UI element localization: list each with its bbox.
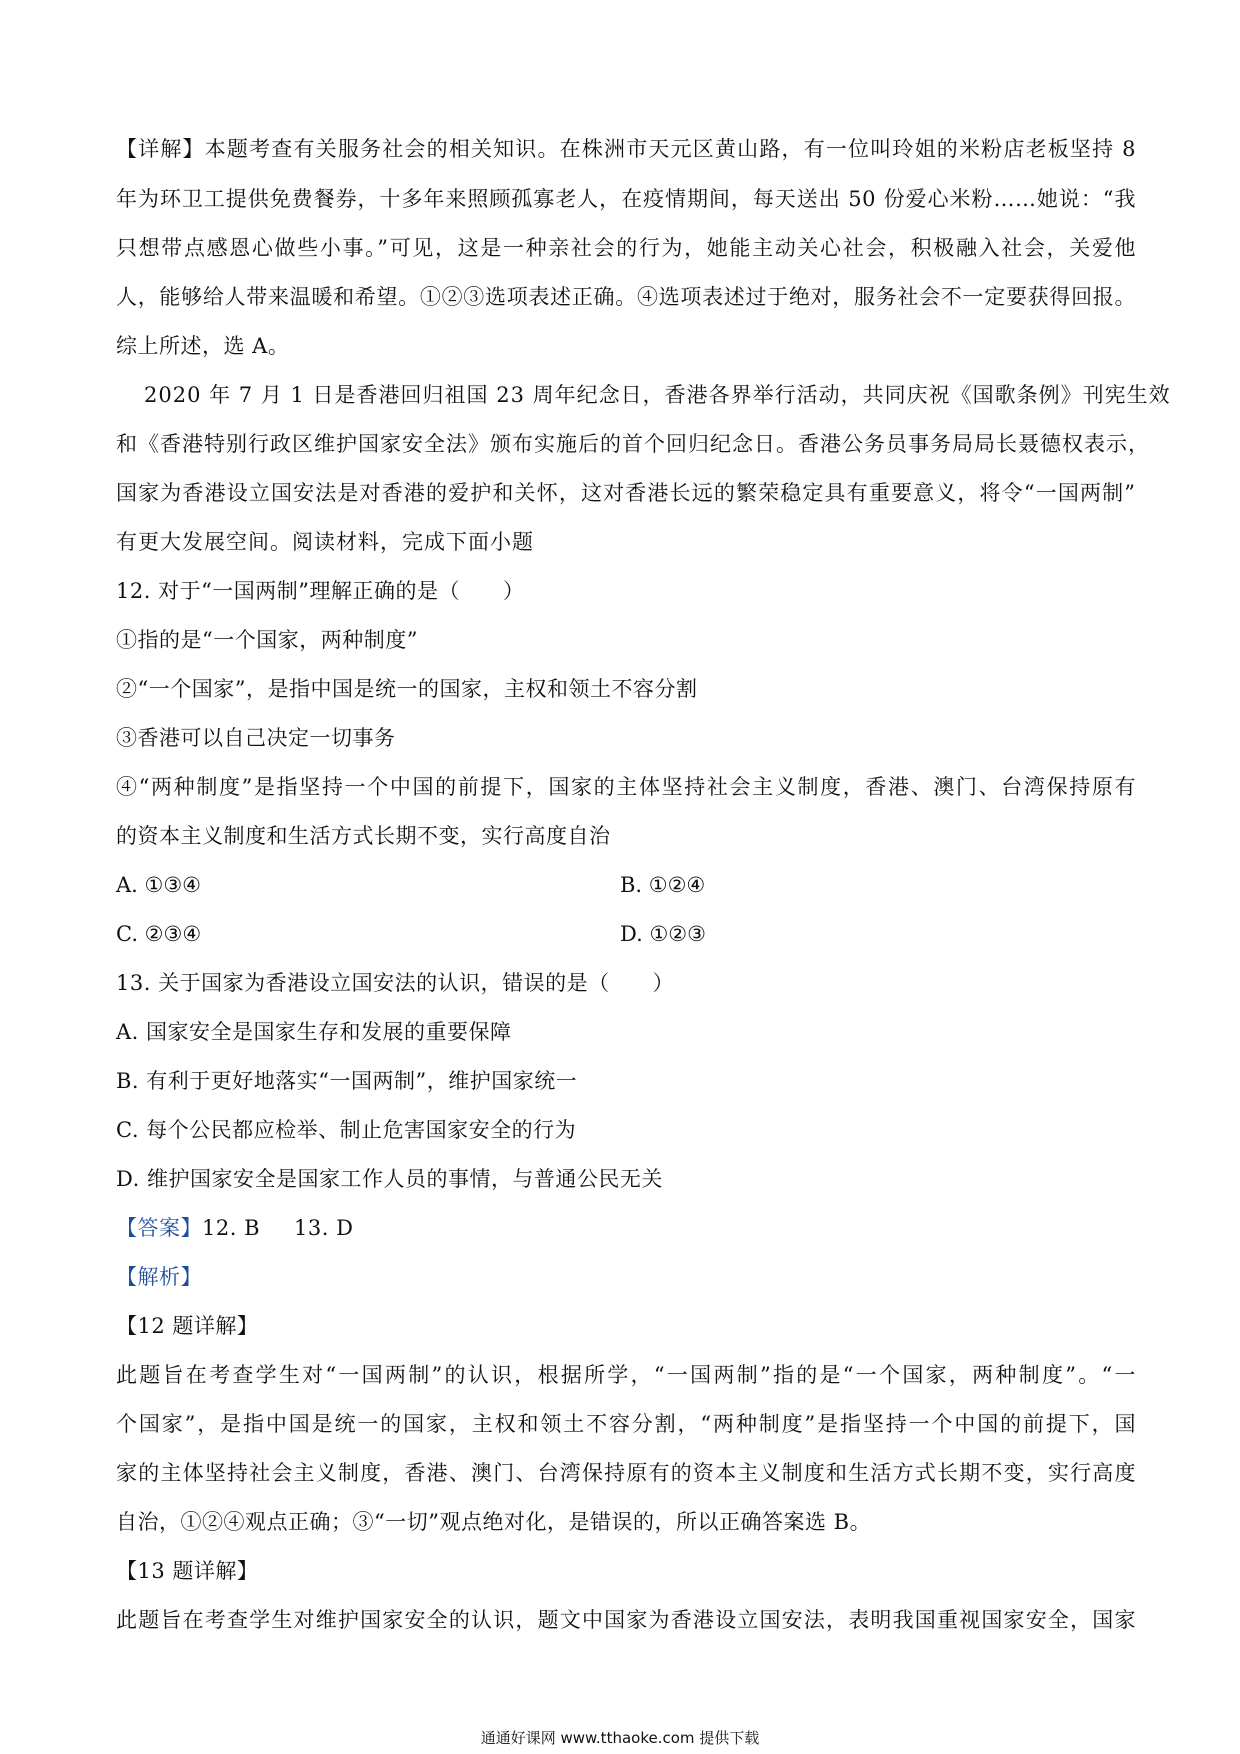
detail-intro-line-4: 人，能够给人带来温暖和希望。①②③选项表述正确。④选项表述过于绝对，服务社会不一定要获得回报。 — [116, 285, 1136, 309]
q12-option-d: D. ①②③ — [620, 922, 706, 946]
analysis-label: 【解析】 — [116, 1265, 202, 1289]
detail12-line-3: 家的主体坚持社会主义制度，香港、澳门、台湾保持原有的资本主义制度和生活方式长期不变，实行高度 — [116, 1461, 1136, 1485]
answer-q12: 12. B — [202, 1216, 261, 1240]
q13-option-b: B. 有利于更好地落实“一国两制”，维护国家统一 — [116, 1069, 578, 1093]
detail-intro-line-5: 综上所述，选 A。 — [116, 334, 290, 358]
answer-row — [116, 1213, 1136, 1243]
q13-option-a: A. 国家安全是国家生存和发展的重要保障 — [116, 1020, 512, 1044]
detail13-label: 【13 题详解】 — [116, 1559, 259, 1583]
q12-item-3: ③香港可以自己决定一切事务 — [116, 726, 396, 750]
q12-item-4-cont: 的资本主义制度和生活方式长期不变，实行高度自治 — [116, 824, 611, 848]
material-line-2: 和《香港特别行政区维护国家安全法》颁布实施后的首个回归纪念日。香港公务员事务局局长聂德权表示， — [116, 432, 1150, 456]
q12-item-4: ④“两种制度”是指坚持一个中国的前提下，国家的主体坚持社会主义制度，香港、澳门、台湾保持原有 — [116, 775, 1136, 799]
detail-intro-line-1: 【详解】本题考查有关服务社会的相关知识。在株洲市天元区黄山路，有一位叫玲姐的米粉店老板坚持 8 — [116, 137, 1136, 161]
material-line-1: 2020 年 7 月 1 日是香港回归祖国 23 周年纪念日，香港各界举行活动，共同庆祝《国歌条例》刊宪生效 — [144, 383, 1171, 407]
detail12-line-4: 自治，①②④观点正确；③“一切”观点绝对化，是错误的，所以正确答案选 B。 — [116, 1510, 872, 1534]
q13-option-c: C. 每个公民都应检举、制止危害国家安全的行为 — [116, 1118, 577, 1142]
q12-stem: 12. 对于“一国两制”理解正确的是（ ） — [116, 579, 525, 603]
q13-stem: 13. 关于国家为香港设立国安法的认识，错误的是（ ） — [116, 971, 675, 995]
q12-option-c: C. ②③④ — [116, 922, 202, 946]
answer-label: 【答案】 — [116, 1216, 202, 1240]
q12-option-a: A. ①③④ — [116, 873, 201, 897]
q12-item-1: ①指的是“一个国家，两种制度” — [116, 628, 418, 652]
q13-option-d: D. 维护国家安全是国家工作人员的事情，与普通公民无关 — [116, 1167, 663, 1191]
detail13-line-1: 此题旨在考查学生对维护国家安全的认识，题文中国家为香港设立国安法，表明我国重视国家安全，国家 — [116, 1608, 1136, 1632]
detail12-line-1: 此题旨在考查学生对“一国两制”的认识，根据所学，“一国两制”指的是“一个国家，两种制度”。“一 — [116, 1363, 1136, 1387]
material-line-3: 国家为香港设立国安法是对香港的爱护和关怀，这对香港长远的繁荣稳定具有重要意义，将令“一国两制” — [116, 481, 1136, 505]
q12-item-2: ②“一个国家”，是指中国是统一的国家，主权和领土不容分割 — [116, 677, 698, 701]
answer-q13: 13. D — [294, 1216, 354, 1240]
detail-intro-line-2: 年为环卫工提供免费餐券，十多年来照顾孤寡老人，在疫情期间，每天送出 50 份爱心米粉……她说：“我 — [116, 187, 1136, 211]
material-line-4: 有更大发展空间。阅读材料，完成下面小题 — [116, 530, 534, 554]
q12-option-b: B. ①②④ — [620, 873, 706, 897]
detail12-line-2: 个国家”，是指中国是统一的国家，主权和领土不容分割，“两种制度”是指坚持一个中国的前提下，国 — [116, 1412, 1136, 1436]
page-footer: 通通好课网 www.tthaoke.com 提供下载 — [480, 1729, 760, 1747]
detail12-label: 【12 题详解】 — [116, 1314, 259, 1338]
detail-intro-line-3: 只想带点感恩心做些小事。”可见，这是一种亲社会的行为，她能主动关心社会，积极融入社会，关爱他 — [116, 236, 1136, 260]
